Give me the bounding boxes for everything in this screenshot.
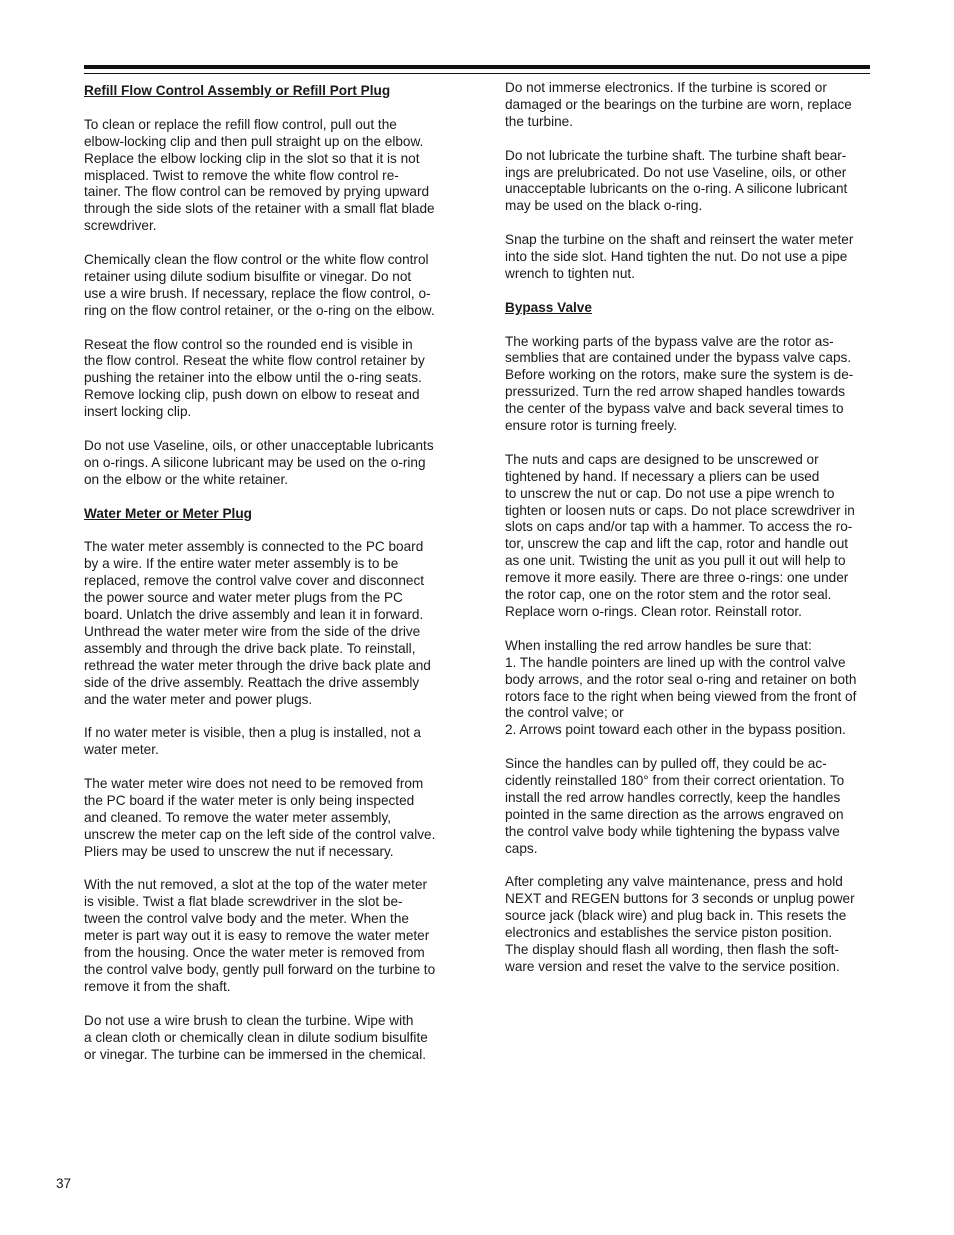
paragraph: Do not use Vaseline, oils, or other unacceptable lubricants on o-rings. A silicone lubricant may be used on the o-ring on the elbow or the white retainer.: [84, 437, 434, 487]
heading-water-meter: Water Meter or Meter Plug: [84, 505, 252, 521]
paragraph: The water meter wire does not need to be removed from the PC board if the water meter is only being inspected and cleaned. To remove the water meter assembly, unscrew the meter cap on the left side of the control valve. Pliers may be used to unscrew the nut if necessary.: [84, 776, 436, 859]
paragraph: Chemically clean the flow control or the white flow control retainer using dilute sodium bisulfite or vinegar. Do not use a wire brush. If necessary, replace the flow control, o- ring on the flow control retainer, or the o-ring on the elbow.: [84, 252, 435, 318]
paragraph: Reseat the flow control so the rounded end is visible in the flow control. Reseat the white flow control retainer by pushing the retainer into the elbow until the o-ring seats. Remove locking clip, push down on elbow to reseat and insert locking clip.: [84, 336, 425, 420]
header-rule-thin: [84, 73, 870, 74]
paragraph: Snap the turbine on the shaft and reinsert the water meter into the side slot. Hand tighten the nut. Do not use a pipe wrench to tighten nut.: [505, 232, 854, 281]
paragraph: The water meter assembly is connected to the PC board by a wire. If the entire water meter assembly is to be replaced, remove the control valve cover and disconnect the power source and water meter plugs from the PC board. Unlatch the drive assembly and lean it in forward. Unthread the water meter wire from the side of the drive assembly and through the drive back plate. To reinstall, rethread the water meter through the drive back plate and side of the drive assembly. Reattach the drive assembly and the water meter and power plugs.: [84, 539, 431, 707]
paragraph: After completing any valve maintenance, press and hold NEXT and REGEN buttons for 3 seconds or unplug power source jack (black wire) and plug back in. This resets the electronics and establishes the service piston position. The display should flash all wording, then flash the soft- ware version and reset the valve to the service position.: [505, 874, 855, 974]
header-rule-thick: [84, 65, 870, 69]
paragraph: With the nut removed, a slot at the top of the water meter is visible. Twist a flat blade screwdriver in the slot be- tween the control valve body and the meter. When the meter is part way out it is easy to remove the water meter from the housing. Once the water meter is removed from the control valve body, gently pull forward on the turbine to remove it from the shaft.: [84, 877, 436, 994]
paragraph: The working parts of the bypass valve are the rotor as- semblies that are contained under the bypass valve caps. Before working on the rotors, make sure the system is de- pressurized. Turn the red arrow shaped handles towards the center of the bypass valve and back several times to ensure rotor is turning freely.: [505, 333, 854, 434]
paragraph: Do not lubricate the turbine shaft. The turbine shaft bear- ings are prelubricated. Do not use Vaseline, oils, or other unacceptable lubricants on the o-ring. A silicone lubricant may be used on the black o-ring.: [505, 147, 848, 214]
paragraph: Do not use a wire brush to clean the turbine. Wipe with a clean cloth or chemically clean in dilute sodium bisulfite or vinegar. The turbine can be immersed in the chemical.: [84, 1012, 428, 1062]
right-column: [505, 80, 871, 993]
paragraph: The nuts and caps are designed to be unscrewed or tightened by hand. If necessary a pliers can be used to unscrew the nut or cap. Do not use a pipe wrench to tighten or loosen nuts or caps. Do not place screwdriver in slots on caps and/or tap with a hammer. To access the ro- tor, unscrew the cap and lift the cap, rotor and handle out as one unit. Twisting the unit as you pull it out will help to remove it more easily. There are three o-rings: one under the rotor cap, one on the rotor stem and the rotor seal. Replace worn o-rings. Clean rotor. Reinstall rotor.: [505, 451, 855, 620]
heading-refill-flow-control: Refill Flow Control Assembly or Refill Port Plug: [84, 83, 391, 98]
page-number: 37: [56, 1176, 72, 1191]
left-column: [84, 83, 450, 1080]
paragraph: Since the handles can by pulled off, they could be ac- cidently reinstalled 180° from their correct orientation. To install the red arrow handles correctly, keep the handles pointed in the same direction as the arrows engraved on the control valve body while tightening the bypass valve caps.: [505, 756, 845, 856]
paragraph: When installing the red arrow handles be sure that: 1. The handle pointers are lined up with the control valve body arrows, and the rotor seal o-ring and retainer on both rotors face to the right when being viewed from the front of the control valve; or 2. Arrows point toward each other in the bypass position.: [505, 637, 857, 738]
paragraph: If no water meter is visible, then a plug is installed, not a water meter.: [84, 725, 421, 758]
heading-bypass-valve: Bypass Valve: [505, 299, 592, 315]
paragraph: To clean or replace the refill flow control, pull out the elbow-locking clip and then pull straight up on the elbow. Replace the elbow locking clip in the slot so that it is not misplaced. Twist to remove the white flow control re- tainer. The flow control can be removed by prying upward through the side slots of the retainer with a small flat blade screwdriver.: [84, 116, 435, 234]
paragraph: Do not immerse electronics. If the turbine is scored or damaged or the bearings on the turbine are worn, replace the turbine.: [505, 80, 852, 129]
